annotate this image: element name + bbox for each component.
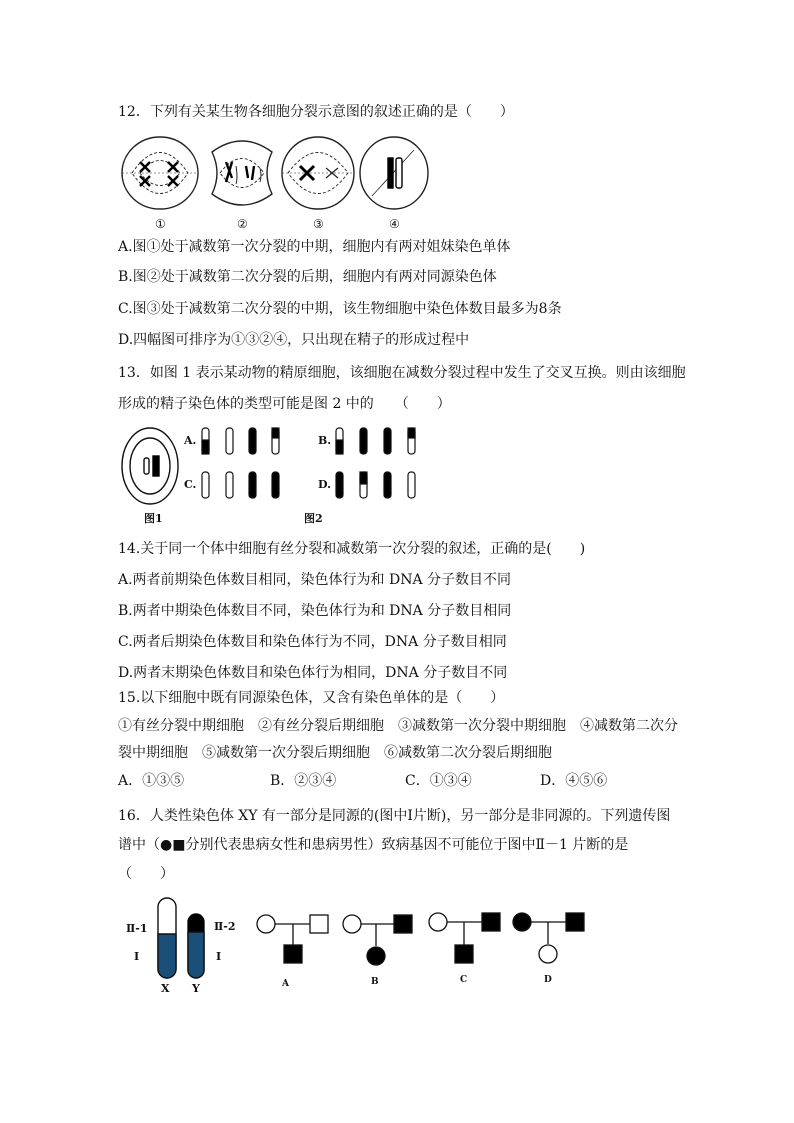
xy-chromosomes	[158, 898, 204, 978]
cell-4-figure	[360, 137, 428, 209]
q16-stem-line1: 16．人类性染色体 XY 有一部分是同源的(图中Ⅰ片断)，另一部分是非同源的。下列遗传图	[118, 808, 671, 824]
q16-figures	[118, 890, 598, 1000]
cell-4-label: ④	[389, 217, 400, 231]
pedigree-a-label: A	[282, 979, 289, 989]
q13-stem-line2: 形成的精子染色体的类型可能是图 2 中的 （ ）	[118, 396, 451, 412]
q13-chromosome-figures	[118, 420, 438, 528]
label-ii-1: Ⅱ-1	[126, 922, 148, 935]
q12-cell-figures	[118, 132, 438, 234]
fig2-option-d-label: D.	[318, 478, 331, 491]
q14-stem: 14.关于同一个体中细胞有丝分裂和减数第一次分裂的叙述，正确的是( )	[118, 541, 586, 557]
q14-option-b: B.两者中期染色体数目不同，染色体行为和 DNA 分子数目相同	[118, 603, 512, 619]
q12-stem: 12．下列有关某生物各细胞分裂示意图的叙述正确的是（ ）	[118, 104, 514, 120]
q12-option-a: A.图①处于减数第一次分裂的中期，细胞内有两对姐妹染色单体	[118, 239, 511, 255]
pedigree-d	[513, 913, 584, 963]
cell-3-figure	[282, 137, 354, 209]
cell-1-label: ①	[155, 217, 166, 231]
cell-2-label: ②	[237, 217, 248, 231]
q15-items-line1: ①有丝分裂中期细胞 ②有丝分裂后期细胞 ③减数第一次分裂中期细胞 ④减数第二次分	[118, 718, 678, 734]
label-i-left: I	[134, 950, 140, 963]
q16-stem-line2: 谱中（●■分别代表患病女性和患病男性）致病基因不可能位于图中Ⅱ－1 片断的是	[118, 837, 629, 853]
label-y: Y	[192, 982, 200, 995]
fig2-option-b-label: B.	[318, 434, 332, 447]
fig2-option-c-label: C.	[184, 478, 197, 491]
cell-2-figure	[212, 141, 272, 205]
q15-option-a: A．①③⑤	[118, 773, 185, 789]
cell-1-figure	[122, 137, 198, 209]
pedigree-c	[429, 913, 500, 963]
pedigree-b-label: B	[371, 977, 379, 987]
fig1-caption: 图1	[144, 512, 163, 525]
pedigree-a	[257, 915, 328, 963]
pedigree-b	[343, 915, 412, 965]
pedigree-c-label: C	[460, 975, 468, 985]
q15-option-d: D．④⑤⑥	[540, 773, 608, 789]
label-ii-2: Ⅱ-2	[214, 920, 236, 933]
label-x: X	[161, 982, 170, 995]
q14-option-d: D.两者末期染色体数目和染色体行为相同，DNA 分子数目不同	[118, 665, 508, 681]
fig2-option-a-label: A.	[184, 434, 197, 447]
q15-option-b: B．②③④	[270, 773, 337, 789]
q12-option-b: B.图②处于减数第二次分裂的后期，细胞内有两对同源染色体	[118, 269, 497, 285]
q13-stem-line1: 13．如图 1 表示某动物的精原细胞，该细胞在减数分裂过程中发生了交叉互换。则由该细胞	[118, 365, 686, 381]
q15-stem: 15.以下细胞中既有同源染色体，又含有染色单体的是（ ）	[118, 690, 505, 706]
cell-3-label: ③	[313, 217, 324, 231]
q12-option-d: D.四幅图可排序为①③②④，只出现在精子的形成过程中	[118, 332, 470, 348]
q15-items-line2: 裂中期细胞 ⑤减数第一次分裂后期细胞 ⑥减数第二次分裂后期细胞	[118, 745, 552, 761]
q14-option-a: A.两者前期染色体数目相同，染色体行为和 DNA 分子数目不同	[118, 572, 512, 588]
q14-option-c: C.两者后期染色体数目和染色体行为不同，DNA 分子数目相同	[118, 634, 507, 650]
pedigree-d-label: D	[544, 975, 552, 985]
q16-stem-line3: （ ）	[118, 866, 174, 882]
q15-option-c: C．①③④	[405, 773, 472, 789]
fig2-caption: 图2	[304, 512, 323, 525]
q12-option-c: C.图③处于减数第二次分裂的中期，该生物细胞中染色体数目最多为8条	[118, 301, 562, 317]
label-i-right: I	[216, 950, 222, 963]
fig1-cell	[122, 428, 178, 504]
